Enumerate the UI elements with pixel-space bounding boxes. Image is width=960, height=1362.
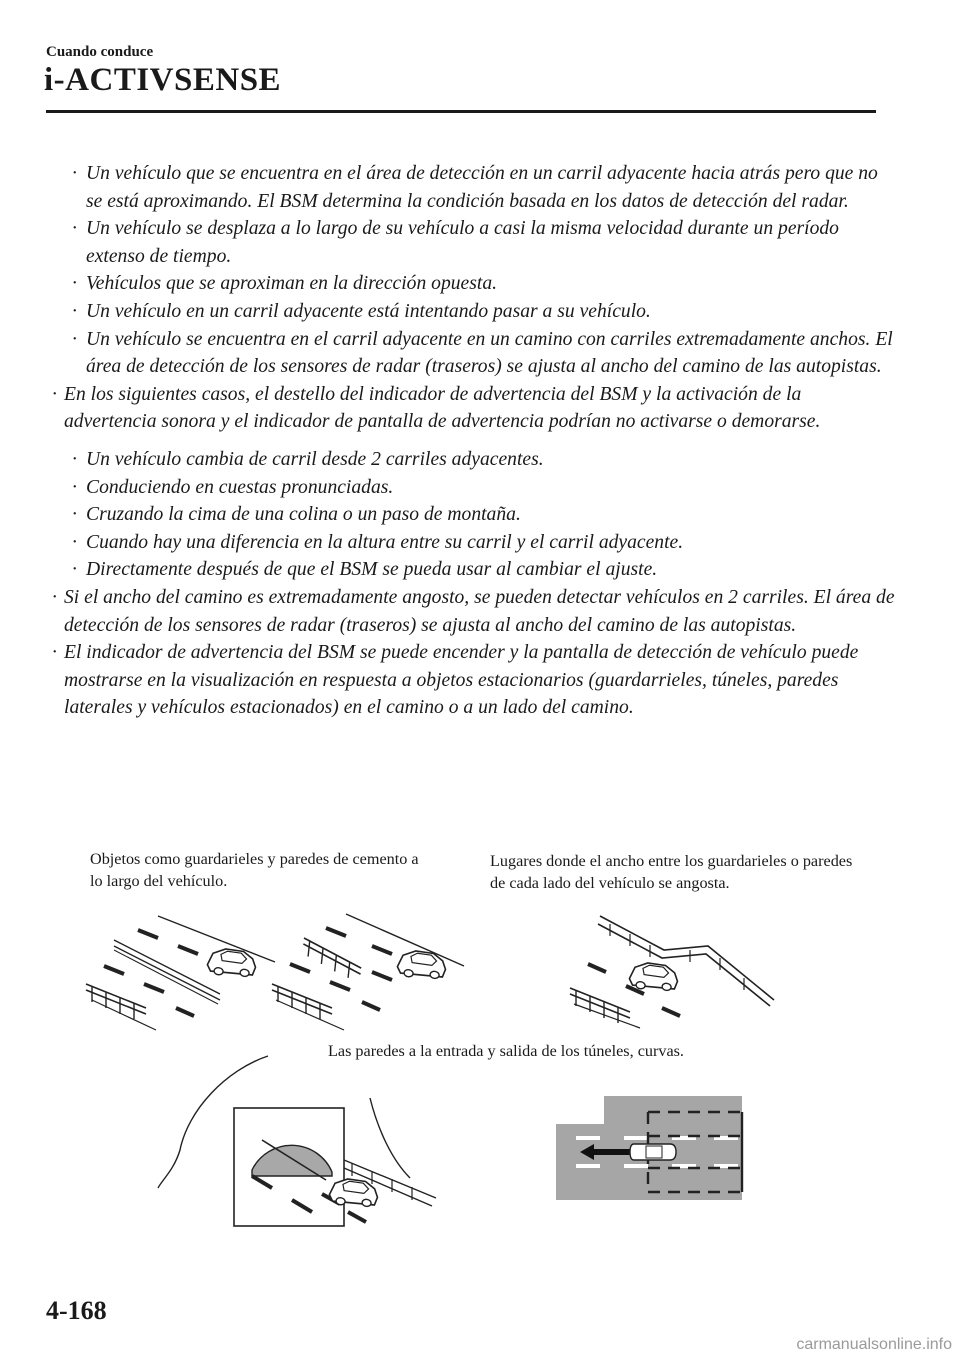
bullet: · [52, 383, 57, 405]
list-item: · Un vehículo se desplaza a lo largo de su vehículo a casi la misma velocidad durante un período extenso de tiempo. [46, 215, 896, 270]
figure-narrowing-road [570, 916, 774, 1028]
bullet: · [72, 328, 77, 350]
list-item: · Un vehículo se encuentra en el carril adyacente en un camino con carriles extremadamente anchos. El área de detección de los sensores de radar (traseros) se ajusta al ancho del camino de las autopistas. [46, 326, 896, 381]
bullet: · [52, 586, 57, 608]
caption-guardrails: Objetos como guardarieles y paredes de cemento a lo largo del vehículo. [90, 850, 419, 890]
figure-rail-road [272, 914, 464, 1030]
list-item: · Un vehículo que se encuentra en el área de detección en un carril adyacente hacia atrás pero que no se está aproximando. El BSM determina la condición basada en los datos de detección del radar. [46, 160, 896, 215]
bullet: · [72, 300, 77, 322]
caption-tunnels: Las paredes a la entrada y salida de los túneles, curvas. [328, 1042, 684, 1060]
list-item: · Cuando hay una diferencia en la altura entre su carril y el carril adyacente. [46, 529, 896, 557]
list-item: · En los siguientes casos, el destello del indicador de advertencia del BSM y la activación de la advertencia sonora y el indicador de pantalla de advertencia podrían no activarse o demorarse. [46, 381, 896, 436]
bullet: · [72, 476, 77, 498]
bullet: · [72, 163, 77, 184]
watermark: carmanualsonline.info [796, 1336, 952, 1353]
list-item: · El indicador de advertencia del BSM se puede encender y la pantalla de detección de vehículo puede mostrarse en la visualización en respuesta a objetos estacionarios (guardarrieles, túneles, paredes laterales y vehículos estacionados) en el camino o a un lado del camino. [46, 639, 896, 722]
page-number: 4-168 [46, 1296, 107, 1325]
caption-narrowing: Lugares donde el ancho entre los guardarieles o paredes de cada lado del vehículo se angosta. [490, 852, 853, 892]
list-item: · Vehículos que se aproximan en la dirección opuesta. [46, 270, 896, 298]
list-item: · Cruzando la cima de una colina o un paso de montaña. [46, 501, 896, 529]
bullet: · [72, 273, 77, 295]
bullet: · [72, 531, 77, 553]
bullet: · [72, 448, 77, 470]
bullet: · [72, 504, 77, 526]
list-item: · Directamente después de que el BSM se pueda usar al cambiar el ajuste. [46, 556, 896, 584]
figure-curve-diagram [556, 1096, 742, 1200]
figure-wall-road [86, 916, 275, 1030]
bullet: · [52, 642, 57, 664]
list-item: · Si el ancho del camino es extremadamente angosto, se pueden detectar vehículos en 2 carriles. El área de detección de los sensores de radar (traseros) se ajusta al ancho del camino de las autopistas. [46, 584, 896, 639]
list-item: · Un vehículo cambia de carril desde 2 carriles adyacentes. [46, 446, 896, 474]
bullet: · [72, 218, 77, 240]
section-label: Cuando conduce [46, 44, 154, 60]
page-title: i-ACTIVSENSE [44, 62, 282, 98]
figure-tunnel [158, 1056, 436, 1226]
list-item: · Conduciendo en cuestas pronunciadas. [46, 474, 896, 502]
bullet: · [72, 559, 77, 581]
list-item: · Un vehículo en un carril adyacente está intentando pasar a su vehículo. [46, 298, 896, 326]
